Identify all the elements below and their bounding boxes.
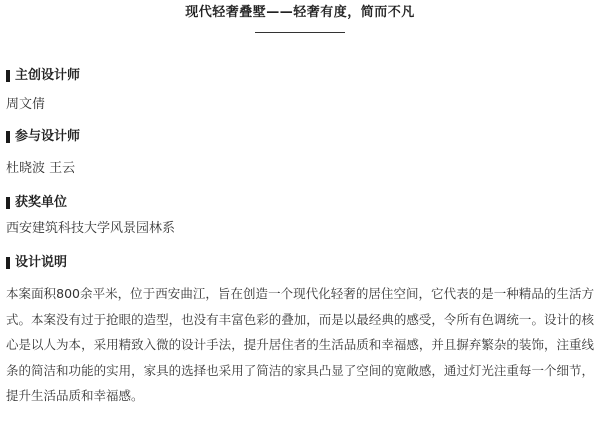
article-title: 现代轻奢叠墅——轻奢有度，简而不凡: [185, 5, 415, 20]
section-heading-award-unit: [6, 195, 67, 211]
section-heading-label: 参与设计师: [15, 129, 81, 144]
section-heading-lead-designer: [6, 68, 80, 84]
award-unit-value: 西安建筑科技大学风景园林系: [6, 221, 176, 236]
design-description: 本案面积800余平米，位于西安曲江，旨在创造一个现代化轻奢的居住空间，它代表的是一种精品的生活方式。本案没有过于抢眼的造型，也没有丰富色彩的叠加，而是以最经典的感受，令所有色调统一。设计的核心是以人为本，采用精致入微的设计手法，提升居住者的生活品质和幸福感，并且摒弃繁杂的装饰，注重线条的简洁和功能的实用，家具的选择也采用了简洁的家具凸显了空间的宽敞感，通过灯光注重每一个细节，提升生活品质和幸福感。: [6, 286, 594, 403]
section-heading-description: [6, 255, 67, 271]
section-heading-label: 设计说明: [15, 255, 68, 270]
heading-bar-icon: [6, 257, 10, 269]
section-heading-label: 主创设计师: [15, 68, 81, 83]
title-divider: [255, 32, 345, 33]
heading-bar-icon: [6, 70, 10, 82]
heading-bar-icon: [6, 197, 10, 209]
heading-bar-icon: [6, 131, 10, 143]
participants-value: 杜晓波 王云: [6, 161, 76, 176]
section-heading-participants: [6, 129, 80, 145]
section-heading-label: 获奖单位: [15, 195, 68, 210]
lead-designer-value: 周文倩: [6, 97, 46, 112]
